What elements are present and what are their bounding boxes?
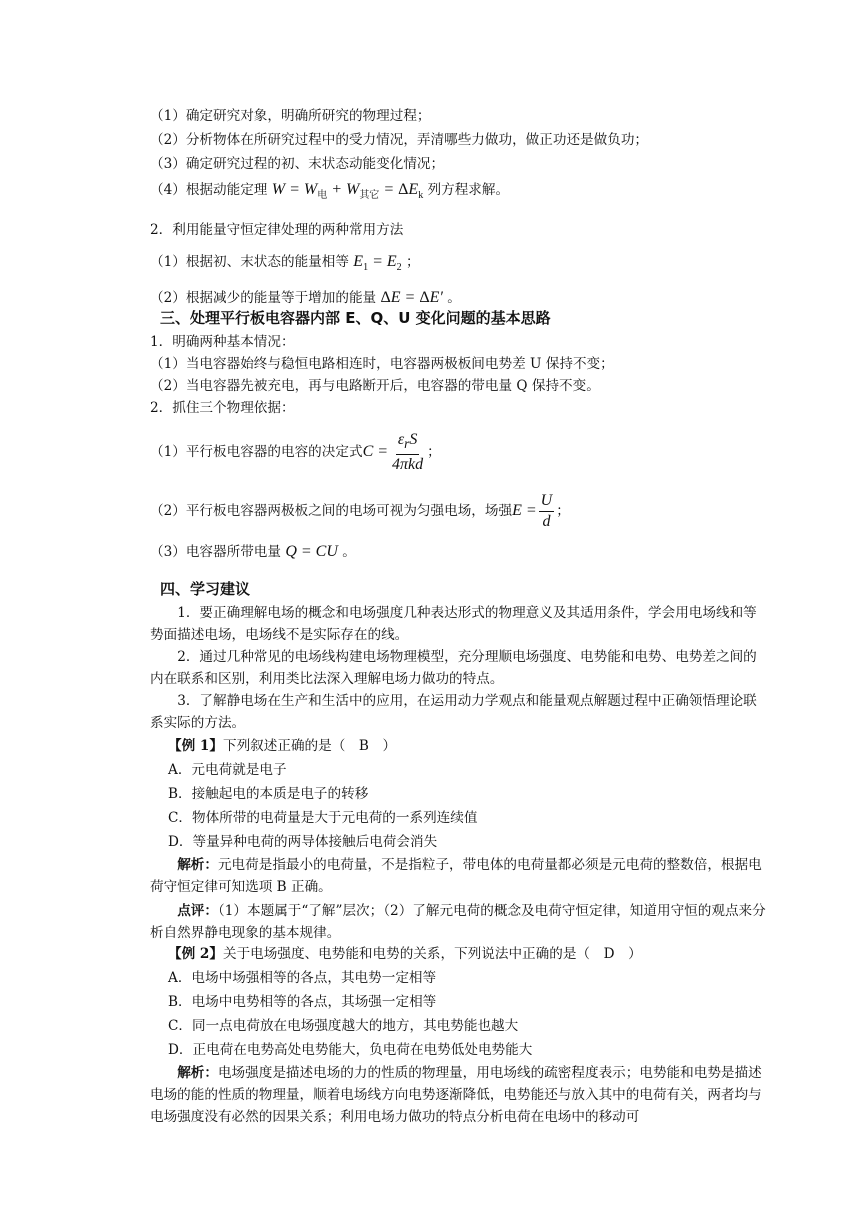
step-4-suffix: 列方程求解。 [427, 182, 510, 198]
step-3: （3）确定研究过程的初、末状态动能变化情况； [150, 156, 445, 172]
field-formula-line: （2）平行板电容器两极板之间的电场可视为匀强电场，场强E = $\frac{U}{d}$ ； [150, 492, 570, 530]
section-3-point-1: 1．明确两种基本情况： [150, 334, 295, 350]
example-2-option-b: B．电场中电势相等的各点，其场强一定相等 [168, 994, 437, 1010]
energy-change-formula: ΔE = ΔE′ [380, 289, 443, 306]
example-1-option-d: D．等量异种电荷的两导体接触后电荷会消失 [168, 834, 438, 850]
section-4-heading: 四、学习建议 [160, 580, 251, 598]
section-3-point-1a: （1）当电容器始终与稳恒电路相连时，电容器两极板间电势差 U 保持不变； [150, 356, 614, 372]
example-1-option-b: B．接触起电的本质是电子的转移 [168, 786, 369, 802]
example-2-option-d: D．正电荷在电势高处电势能大，负电荷在电势低处电势能大 [168, 1042, 533, 1058]
conservation-title: 2．利用能量守恒定律处理的两种常用方法 [150, 222, 404, 238]
step-4-prefix: （4）根据动能定理 [150, 182, 268, 198]
section-3-point-2: 2．抓住三个物理依据： [150, 400, 295, 416]
capacitance-fraction: $\frac{\varepsilon_rS}{\text{4πkd}}$ [392, 431, 424, 474]
example-1-analysis: 解析：元电荷是指最小的电荷量，不是指粒子，带电体的电荷量都必须是元电荷的整数倍，根据电荷守恒定律可知选项 B 正确。 [150, 857, 762, 895]
example-2-option-a: A．电场中场强相等的各点，其电势一定相等 [168, 970, 437, 986]
energy-equal-formula: $E_1 = E_2$ [353, 253, 402, 274]
capacitance-formula-line: （1）平行板电容器的电容的决定式C = $\frac{\varepsilon_rS}{\text{4πkd}}$ ； [150, 431, 441, 474]
section-3-point-1b: （2）当电容器先被充电，再与电路断开后，电容器的带电量 Q 保持不变。 [150, 378, 600, 394]
charge-formula: Q = CU [285, 543, 338, 560]
section-3-heading: 三、处理平行板电容器内部 E、Q、U 变化问题的基本思路 [160, 309, 551, 327]
example-1-option-a: A．元电荷就是电子 [168, 762, 287, 778]
step-1: （1）确定研究对象，明确所研究的物理过程； [150, 108, 431, 124]
step-4 [150, 180, 509, 206]
step-2: （2）分析物体在所研究过程中的受力情况，弄清哪些力做功，做正功还是做负功； [150, 132, 649, 148]
charge-formula-line: （3）电容器所带电量 Q = CU 。 [150, 543, 356, 560]
advice-3: 3．了解静电场在生产和生活中的应用，在运用动力学观点和能量观点解题过程中正确领悟理论联系实际的方法。 [150, 693, 757, 731]
advice-2: 2．通过几种常见的电场线构建电场物理模型，充分理顺电场强度、电势能和电势、电势差之间的内在联系和区别，利用类比法深入理解电场力做功的特点。 [150, 649, 757, 687]
example-1-question: 【例 1】下列叙述正确的是（ B ） [168, 738, 397, 754]
method-2: （2）根据减少的能量等于增加的能量 ΔE = ΔE′ 。 [150, 289, 461, 306]
example-2-analysis: 解析：电场强度是描述电场的力的性质的物理量，用电场线的疏密程度表示；电势能和电势是描述电场的能的性质的物理量，顺着电场线方向电势逐渐降低，电势能还与放入其中的电荷有关，两者均与电场强度没有必然的因果关系；利用电场力做功的特点分析电荷在电场中的移动可 [150, 1065, 762, 1125]
example-1-comment: 点评：（1）本题属于“了解”层次；（2）了解元电荷的概念及电荷守恒定律，知道用守恒的观点来分析自然界静电现象的基本规律。 [150, 903, 766, 941]
work-energy-formula: $W = W_电 + W_{其它} = \Delta E_k$ [271, 181, 424, 202]
example-1-option-c: C．物体所带的电荷量是大于元电荷的一系列连续值 [168, 810, 478, 826]
example-2-option-c: C．同一点电荷放在电场强度越大的地方，其电势能也越大 [168, 1018, 519, 1034]
example-2-label: 【例 2】 [168, 946, 223, 962]
field-fraction: $\frac{U}{d}$ [540, 492, 553, 530]
example-2-question: 【例 2】关于电场强度、电势能和电势的关系，下列说法中正确的是（ D ） [168, 946, 642, 962]
example-1-label: 【例 1】 [168, 738, 223, 754]
advice-1: 1．要正确理解电场的概念和电场强度几种表达形式的物理意义及其适用条件，学会用电场线和等势面描述电场，电场线不是实际存在的线。 [150, 605, 757, 643]
method-1: （1）根据初、末状态的能量相等 $E_1 = E_2$ ； [150, 253, 420, 274]
